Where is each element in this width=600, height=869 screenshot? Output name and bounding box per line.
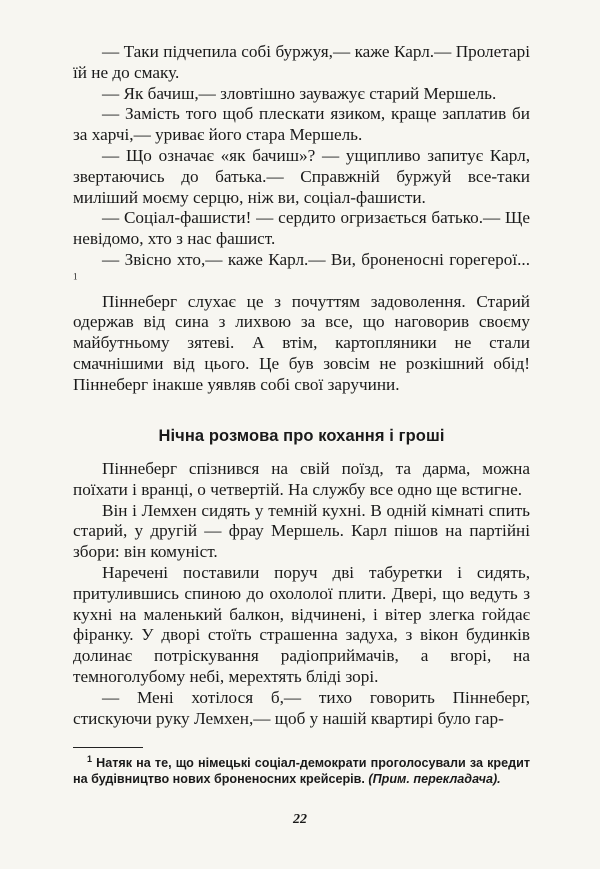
paragraph-with-footnote (73, 250, 530, 292)
paragraph: — Як бачиш,— зловтішно зауважує старий Мершель. (102, 83, 497, 103)
paragraph: — Соціал-фашисти! — сердито огризається батько.— Ще невідомо, хто з нас фашист. (73, 208, 530, 249)
footnote (73, 755, 530, 787)
footnote-text (73, 755, 530, 787)
paragraph: Він і Лемхен сидять у темній кухні. В одній кімнаті спить старий, у другій — фрау Мершель. Карл пішов на партійні збори: він комуніст. (73, 500, 530, 562)
paragraph: — Таки підчепила собі буржуя,— каже Карл.— Пролетарі їй не до смаку. (73, 42, 530, 82)
chapter-heading: Нічна розмова про кохання і гроші (158, 427, 445, 445)
paragraph: Наречені поставили поруч дві табуретки і сидять, притулившись спиною до охололої плити. Двері, що ведуть з кухні на маленький балкон, відчинені, і вітер злегка гойдає фіранку. У дворі стоїть страшенна задуха, з вікон будинків долинає потріскування радіоприймачів, а вгорі, на темноголубому небі, мерехтять бліді зорі. (73, 562, 530, 686)
paragraph: — Мені хотілося б,— тихо говорить Піннеберг, стискуючи руку Лемхен,— щоб у нашій квартирі було гар- (73, 687, 530, 728)
footnote-marker: 1 (87, 753, 93, 764)
footnote-reference: 1 (73, 271, 78, 282)
footnote-body: Натяк на те, що німецькі соціал-демократи проголосували за кредит на будівництво нових броненосних крейсерів. (73, 756, 531, 786)
text-block-dialogue (73, 42, 530, 396)
text-block-chapter (73, 459, 530, 729)
footnote-translator-note: (Прим. перекладача). (368, 772, 501, 786)
footnote-divider (73, 747, 143, 748)
page-number: 22 (293, 812, 307, 827)
paragraph: — Замість того щоб плескати язиком, краще заплатив би за харчі,— уриває його стара Мершель. (73, 104, 530, 145)
paragraph-text: — Звісно хто,— каже Карл.— Ви, броненосні горегерої... (102, 249, 530, 269)
paragraph: Піннеберг спізнився на свій поїзд, та дарма, можна поїхати і вранці, о четвертій. На службу все одно ще встигне. (73, 459, 530, 499)
paragraph: — Що означає «як бачиш»? — ущипливо запитує Карл, звертаючись до батька.— Справжній буржуй все-таки миліший моєму серцю, ніж ви, соціал-фашисти. (73, 145, 530, 207)
paragraph: Піннеберг слухає це з почуттям задоволення. Старий одержав від сина з лихвою за все, що наговорив своєму майбутньому зятеві. А втім, картопляники не стали смачнішими від цього. Це був зовсім не розкішний обід! Піннеберг інакше уявляв собі свої заручини. (73, 291, 530, 394)
